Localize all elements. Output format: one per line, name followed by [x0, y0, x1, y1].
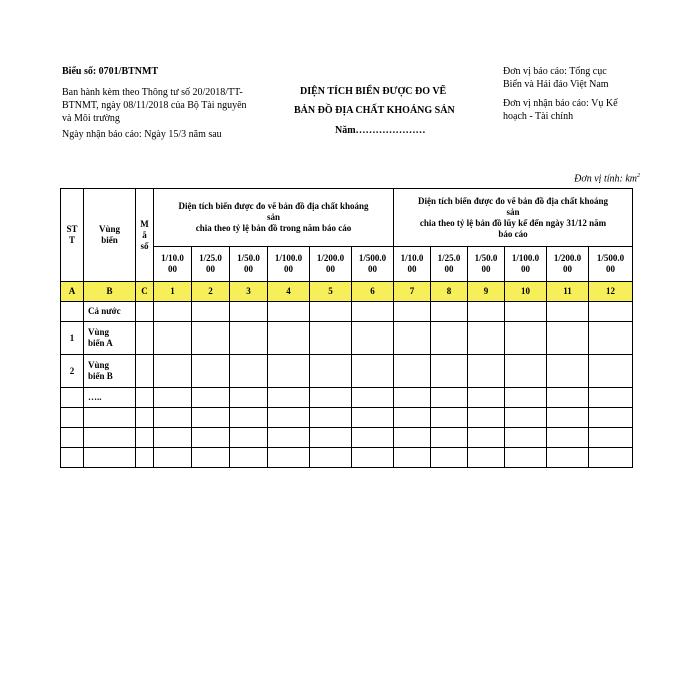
table-row	[61, 322, 633, 355]
value-cell[interactable]	[352, 302, 394, 322]
index-cell: 12	[589, 282, 633, 302]
value-cell[interactable]	[268, 448, 310, 468]
value-cell[interactable]	[192, 408, 230, 428]
value-cell[interactable]	[589, 388, 633, 408]
header-stt: ST T	[61, 189, 84, 282]
value-cell[interactable]	[230, 408, 268, 428]
value-cell[interactable]	[136, 448, 154, 468]
table-row	[61, 302, 633, 322]
index-cell: 2	[192, 282, 230, 302]
report-table	[60, 188, 633, 468]
value-cell[interactable]	[505, 408, 547, 428]
row-stt	[61, 428, 84, 448]
value-cell[interactable]	[547, 322, 589, 355]
value-cell[interactable]	[352, 448, 394, 468]
value-cell[interactable]	[268, 428, 310, 448]
value-cell[interactable]	[589, 355, 633, 388]
index-cell: 9	[468, 282, 505, 302]
report-title-line2: BẢN ĐỒ ĐỊA CHẤT KHOÁNG SẢN	[294, 105, 455, 116]
table-row	[61, 428, 633, 448]
value-cell[interactable]	[192, 388, 230, 408]
value-cell[interactable]	[268, 302, 310, 322]
value-cell[interactable]	[192, 322, 230, 355]
header-group-in-year: Diện tích biển được đo vẽ bản đồ địa chất khoáng sản chia theo tỷ lệ bản đồ trong năm báo cáo	[154, 189, 394, 247]
value-cell[interactable]	[136, 355, 154, 388]
index-cell: 5	[310, 282, 352, 302]
value-cell[interactable]	[547, 302, 589, 322]
value-cell[interactable]	[431, 388, 468, 408]
row-stt	[61, 448, 84, 468]
index-cell: 10	[505, 282, 547, 302]
table-row	[61, 355, 633, 388]
index-cell: B	[84, 282, 136, 302]
value-cell[interactable]	[468, 355, 505, 388]
index-cell: 6	[352, 282, 394, 302]
reporting-unit: Đơn vị báo cáo: Tổng cục Biển và Hải đảo Việt Nam	[503, 66, 609, 90]
value-cell[interactable]	[431, 428, 468, 448]
header-scale: 1/200.0 00	[547, 247, 589, 282]
value-cell[interactable]	[468, 408, 505, 428]
value-cell[interactable]	[154, 388, 192, 408]
value-cell[interactable]	[394, 322, 431, 355]
row-region: Cả nước	[84, 302, 136, 322]
header-scale: 1/500.0 00	[352, 247, 394, 282]
value-cell[interactable]	[154, 408, 192, 428]
value-cell[interactable]	[136, 302, 154, 322]
value-cell[interactable]	[505, 355, 547, 388]
value-cell[interactable]	[431, 355, 468, 388]
value-cell[interactable]	[589, 302, 633, 322]
index-cell: A	[61, 282, 84, 302]
value-cell[interactable]	[154, 302, 192, 322]
value-cell[interactable]	[154, 322, 192, 355]
index-cell: C	[136, 282, 154, 302]
value-cell[interactable]	[154, 428, 192, 448]
value-cell[interactable]	[192, 428, 230, 448]
value-cell[interactable]	[230, 428, 268, 448]
index-cell: 7	[394, 282, 431, 302]
table-row	[61, 388, 633, 408]
value-cell[interactable]	[352, 428, 394, 448]
row-stt	[61, 408, 84, 428]
value-cell[interactable]	[394, 428, 431, 448]
header-scale: 1/10.0 00	[154, 247, 192, 282]
value-cell[interactable]	[230, 302, 268, 322]
header-scale: 1/100.0 00	[268, 247, 310, 282]
value-cell[interactable]	[505, 448, 547, 468]
value-cell[interactable]	[310, 388, 352, 408]
value-cell[interactable]	[154, 448, 192, 468]
value-cell[interactable]	[589, 322, 633, 355]
row-region: Vùng biển B	[84, 355, 136, 388]
table-row	[61, 408, 633, 428]
header-scale: 1/25.0 00	[192, 247, 230, 282]
value-cell[interactable]	[505, 302, 547, 322]
unit-superscript: 2	[637, 173, 640, 179]
value-cell[interactable]	[230, 448, 268, 468]
value-cell[interactable]	[192, 302, 230, 322]
value-cell[interactable]	[136, 388, 154, 408]
report-title-line1: DIỆN TÍCH BIỂN ĐƯỢC ĐO VẼ	[300, 86, 447, 97]
index-cell: 3	[230, 282, 268, 302]
value-cell[interactable]	[310, 302, 352, 322]
unit-label: Đơn vị tính: km	[574, 173, 637, 185]
header-code: M ã số	[136, 189, 154, 282]
header-scale: 1/100.0 00	[505, 247, 547, 282]
value-cell[interactable]	[468, 322, 505, 355]
row-stt: 2	[61, 355, 84, 388]
value-cell[interactable]	[547, 408, 589, 428]
value-cell[interactable]	[505, 322, 547, 355]
value-cell[interactable]	[394, 408, 431, 428]
form-code: Biểu số: 0701/BTNMT	[62, 66, 159, 77]
value-cell[interactable]	[547, 388, 589, 408]
index-cell: 11	[547, 282, 589, 302]
index-cell: 8	[431, 282, 468, 302]
value-cell[interactable]	[136, 408, 154, 428]
row-stt: 1	[61, 322, 84, 355]
header-group-cumulative: Diện tích biển được đo vẽ bản đồ địa chất khoáng sản chia theo tỷ lệ bản đồ lũy kế đến ngày 31/12 năm báo cáo	[394, 189, 633, 247]
value-cell[interactable]	[547, 448, 589, 468]
value-cell[interactable]	[268, 355, 310, 388]
value-cell[interactable]	[431, 408, 468, 428]
value-cell[interactable]	[468, 388, 505, 408]
row-region: Vùng biển A	[84, 322, 136, 355]
value-cell[interactable]	[310, 448, 352, 468]
value-cell[interactable]	[505, 428, 547, 448]
value-cell[interactable]	[192, 448, 230, 468]
value-cell[interactable]	[310, 355, 352, 388]
value-cell[interactable]	[230, 355, 268, 388]
value-cell[interactable]	[352, 408, 394, 428]
receive-date: Ngày nhận báo cáo: Ngày 15/3 năm sau	[62, 129, 222, 140]
row-region: …..	[84, 388, 136, 408]
value-cell[interactable]	[268, 408, 310, 428]
row-region	[84, 448, 136, 468]
header-scale: 1/500.0 00	[589, 247, 633, 282]
header-scale: 1/50.0 00	[230, 247, 268, 282]
value-cell[interactable]	[352, 388, 394, 408]
value-cell[interactable]	[589, 408, 633, 428]
value-cell[interactable]	[154, 355, 192, 388]
value-cell[interactable]	[310, 322, 352, 355]
issued-with-note: Ban hành kèm theo Thông tư số 20/2018/TT- BTNMT, ngày 08/11/2018 của Bộ Tài nguyên và Môi trường	[62, 87, 247, 124]
header-scale: 1/25.0 00	[431, 247, 468, 282]
index-cell: 1	[154, 282, 192, 302]
value-cell[interactable]	[352, 355, 394, 388]
value-cell[interactable]	[192, 355, 230, 388]
value-cell[interactable]	[310, 408, 352, 428]
value-cell[interactable]	[230, 322, 268, 355]
table-row	[61, 448, 633, 468]
value-cell[interactable]	[352, 322, 394, 355]
header-scale: 1/200.0 00	[310, 247, 352, 282]
unit-note	[565, 170, 640, 185]
value-cell[interactable]	[136, 428, 154, 448]
value-cell[interactable]	[310, 428, 352, 448]
index-cell: 4	[268, 282, 310, 302]
row-region	[84, 408, 136, 428]
value-cell[interactable]	[268, 322, 310, 355]
report-year: Năm…………………	[335, 125, 426, 136]
value-cell[interactable]	[394, 448, 431, 468]
receiving-unit: Đơn vị nhận báo cáo: Vụ Kế hoạch - Tài chính	[503, 98, 618, 122]
value-cell[interactable]	[589, 448, 633, 468]
header-scale: 1/10.0 00	[394, 247, 431, 282]
value-cell[interactable]	[505, 388, 547, 408]
value-cell[interactable]	[230, 388, 268, 408]
value-cell[interactable]	[136, 322, 154, 355]
value-cell[interactable]	[394, 388, 431, 408]
value-cell[interactable]	[394, 302, 431, 322]
header-region: Vùng biển	[84, 189, 136, 282]
value-cell[interactable]	[431, 448, 468, 468]
value-cell[interactable]	[431, 302, 468, 322]
value-cell[interactable]	[431, 322, 468, 355]
value-cell[interactable]	[468, 448, 505, 468]
value-cell[interactable]	[268, 388, 310, 408]
value-cell[interactable]	[394, 355, 431, 388]
row-stt	[61, 388, 84, 408]
value-cell[interactable]	[547, 428, 589, 448]
header-scale: 1/50.0 00	[468, 247, 505, 282]
row-stt	[61, 302, 84, 322]
value-cell[interactable]	[468, 428, 505, 448]
value-cell[interactable]	[589, 428, 633, 448]
value-cell[interactable]	[468, 302, 505, 322]
row-region	[84, 428, 136, 448]
value-cell[interactable]	[547, 355, 589, 388]
